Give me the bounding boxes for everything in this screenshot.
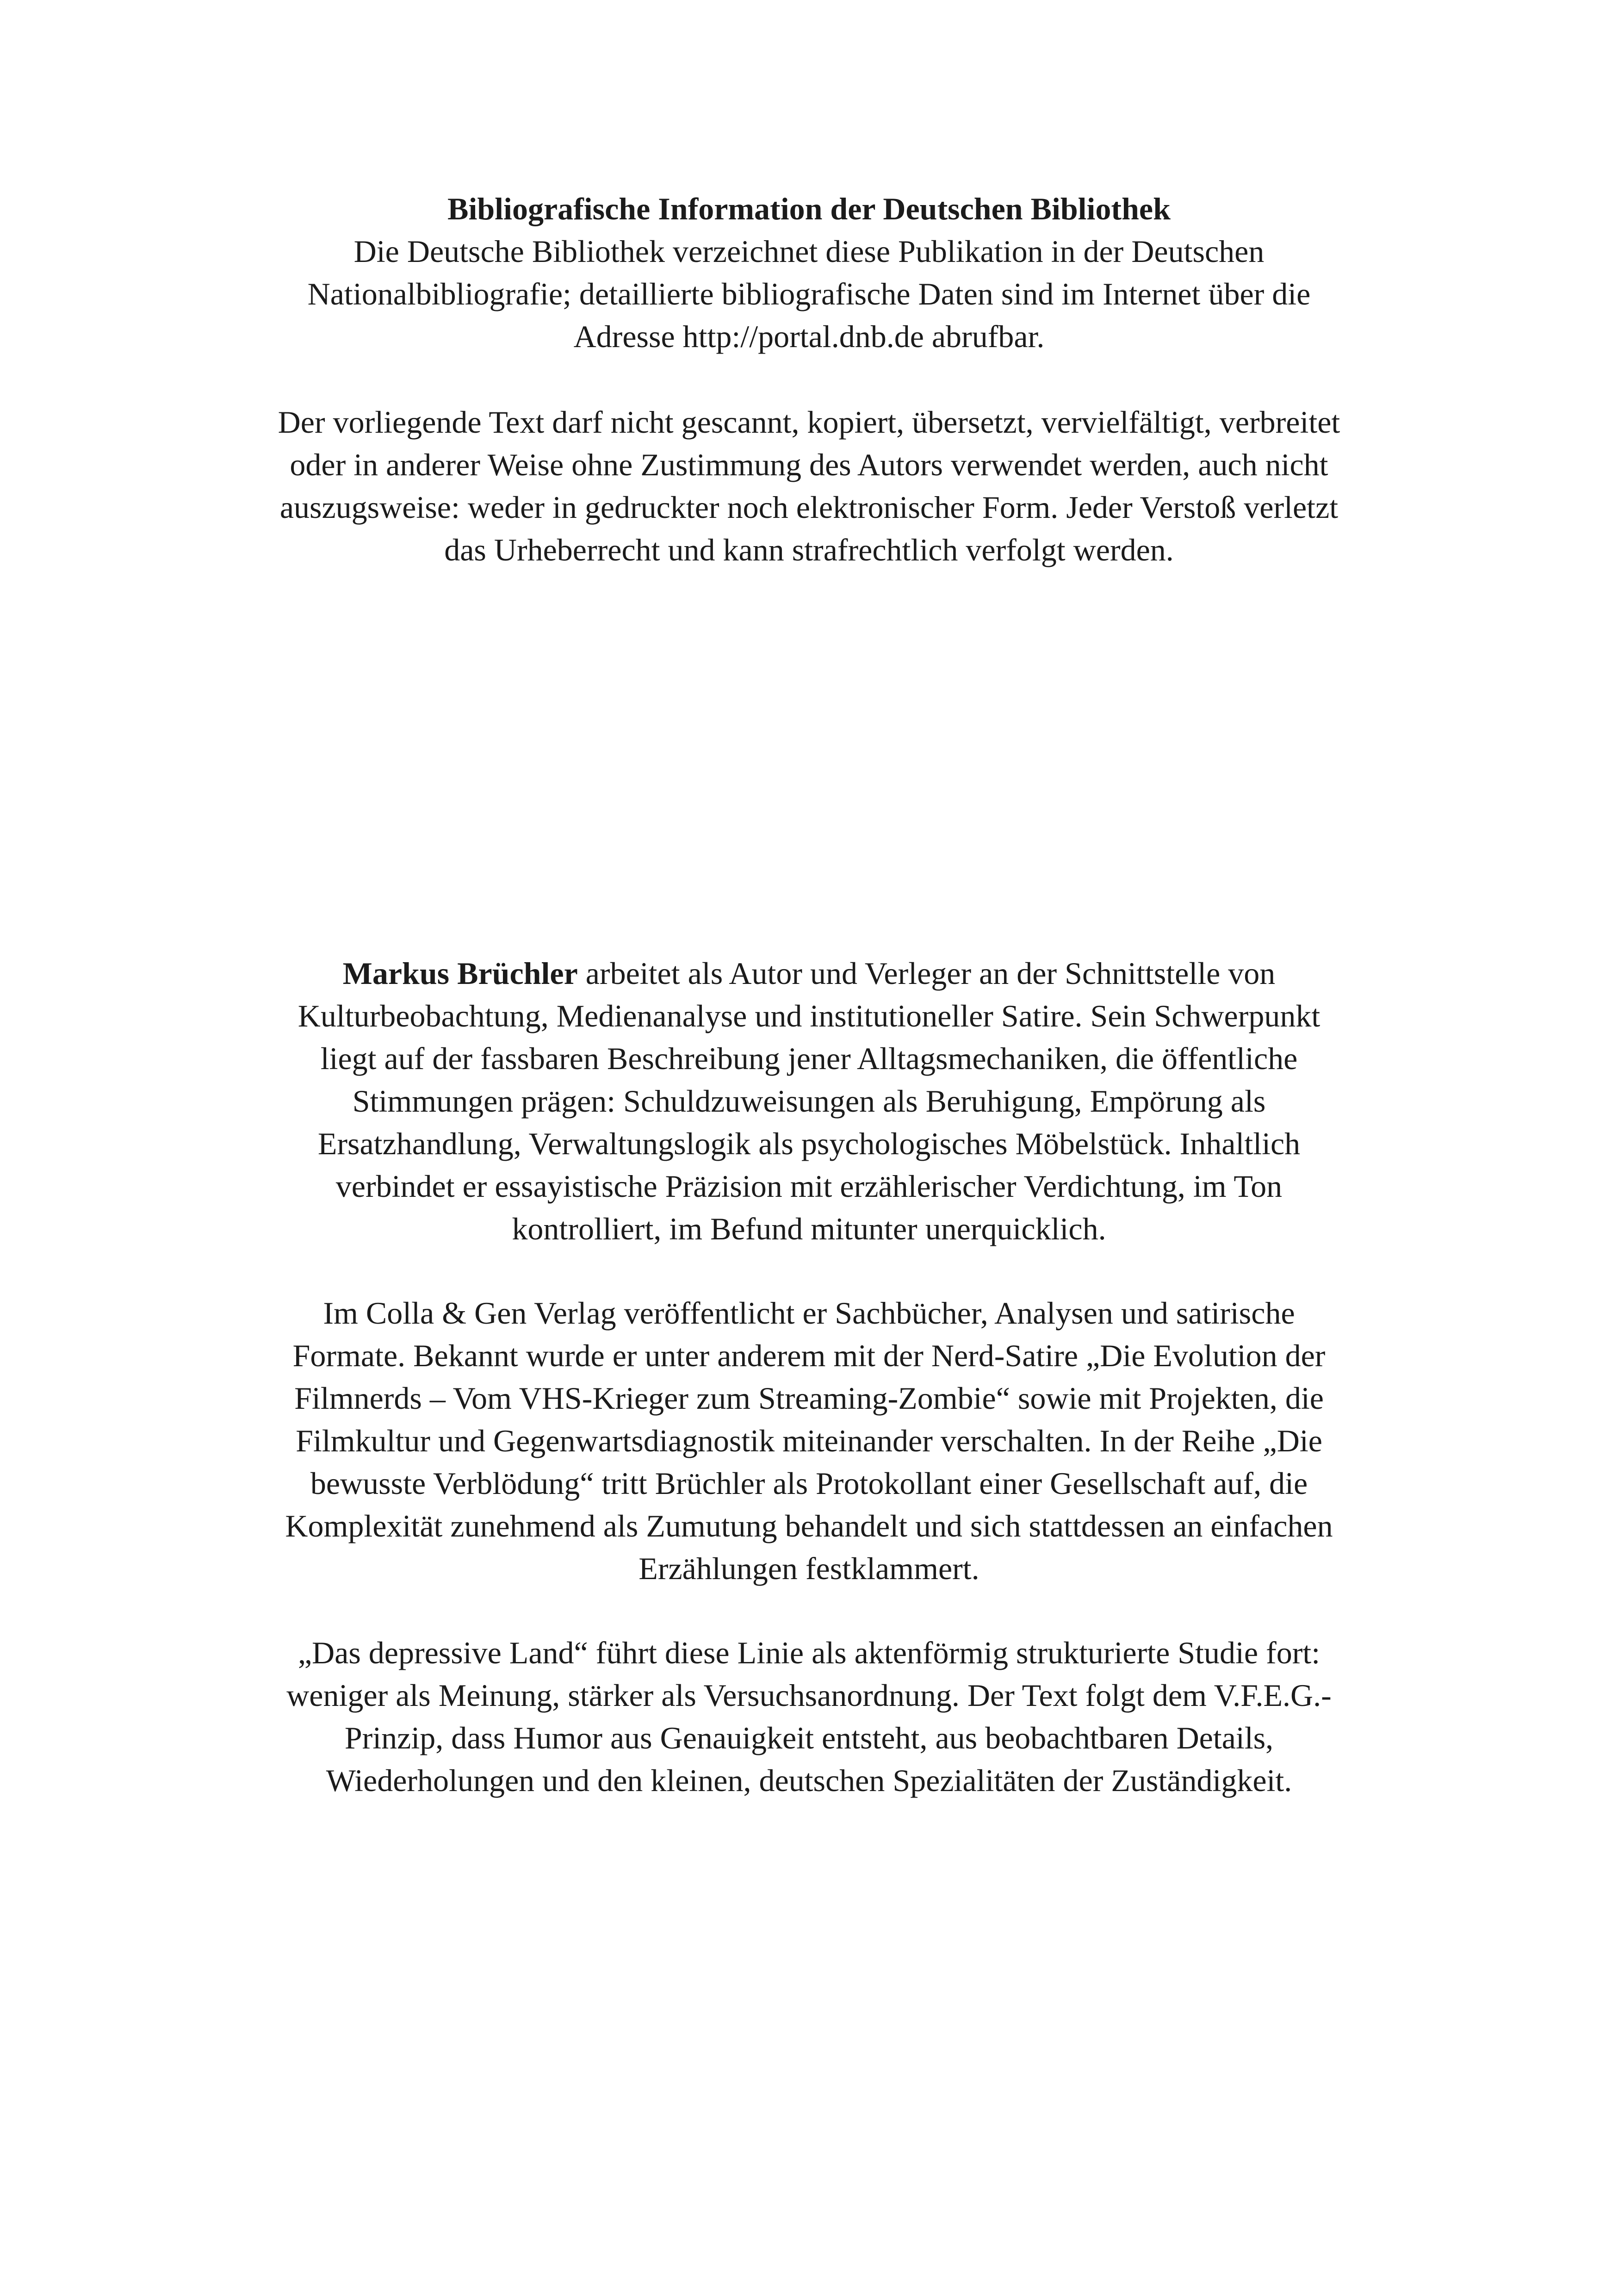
author-name: Markus Brüchler xyxy=(342,956,578,991)
copyright-line: auszugsweise: weder in gedruckter noch elektronischer Form. Jeder Verstoß verletzt xyxy=(279,490,1339,525)
author-bio-line: Kulturbeobachtung, Medienanalyse und institutioneller Satire. Sein Schwerpunkt xyxy=(298,998,1320,1033)
copyright-line: oder in anderer Weise ohne Zustimmung des Autors verwendet werden, auch nicht xyxy=(290,447,1328,482)
author-bio-line: verbindet er essayistische Präzision mit erzählerischer Verdichtung, im Ton xyxy=(335,1169,1283,1204)
bibliographic-line: Adresse http://portal.dnb.de abrufbar. xyxy=(573,319,1045,354)
author-bio-line: Ersatzhandlung, Verwaltungslogik als psychologisches Möbelstück. Inhaltlich xyxy=(317,1126,1301,1161)
publisher-line: Komplexität zunehmend als Zumutung behandelt und sich stattdessen an einfachen xyxy=(285,1508,1333,1543)
bibliographic-line: Die Deutsche Bibliothek verzeichnet diese Publikation in der Deutschen xyxy=(353,234,1265,269)
bibliographic-info-section xyxy=(0,187,1618,358)
publisher-line: Im Colla & Gen Verlag veröffentlicht er Sachbücher, Analysen und satirische xyxy=(323,1295,1295,1331)
bibliographic-line: Nationalbibliografie; detaillierte bibliografische Daten sind im Internet über die xyxy=(307,276,1311,311)
author-bio-line: liegt auf der fassbaren Beschreibung jener Alltagsmechaniken, die öffentliche xyxy=(320,1041,1298,1076)
author-bio-section xyxy=(0,952,1618,1250)
copyright-line: das Urheberrecht und kann strafrechtlich verfolgt werden. xyxy=(444,532,1174,567)
publisher-line: Formate. Bekannt wurde er unter anderem mit der Nerd-Satire „Die Evolution der xyxy=(292,1338,1326,1373)
copyright-notice-section xyxy=(0,401,1618,571)
publisher-line: Filmnerds – Vom VHS-Krieger zum Streaming-Zombie“ sowie mit Projekten, die xyxy=(294,1381,1324,1416)
book-description-line: Prinzip, dass Humor aus Genauigkeit entsteht, aus beobachtbaren Details, xyxy=(344,1720,1274,1755)
publisher-section xyxy=(0,1292,1618,1590)
author-bio-line: Stimmungen prägen: Schuldzuweisungen als Beruhigung, Empörung als xyxy=(352,1083,1266,1119)
author-bio-line: kontrolliert, im Befund mitunter unerquicklich. xyxy=(512,1211,1106,1246)
copyright-line: Der vorliegende Text darf nicht gescannt, kopiert, übersetzt, vervielfältigt, verbreitet xyxy=(278,404,1340,440)
book-description-section xyxy=(0,1631,1618,1802)
book-description-line: Wiederholungen und den kleinen, deutschen Spezialitäten der Zuständigkeit. xyxy=(326,1763,1292,1798)
author-bio-first-line xyxy=(0,952,1618,995)
publisher-line: Filmkultur und Gegenwartsdiagnostik miteinander verschalten. In der Reihe „Die xyxy=(296,1423,1322,1458)
book-description-line: weniger als Meinung, stärker als Versuchsanordnung. Der Text folgt dem V.F.E.G.- xyxy=(286,1678,1332,1713)
publisher-line: bewusste Verblödung“ tritt Brüchler als Protokollant einer Gesellschaft auf, die xyxy=(310,1466,1308,1501)
book-description-line: „Das depressive Land“ führt diese Linie als aktenförmig strukturierte Studie fort: xyxy=(298,1635,1320,1670)
bibliographic-heading: Bibliografische Information der Deutschen Bibliothek xyxy=(447,191,1171,226)
publisher-line: Erzählungen festklammert. xyxy=(639,1551,979,1586)
author-bio-first-line-text: arbeitet als Autor und Verleger an der Schnittstelle von xyxy=(577,956,1276,991)
